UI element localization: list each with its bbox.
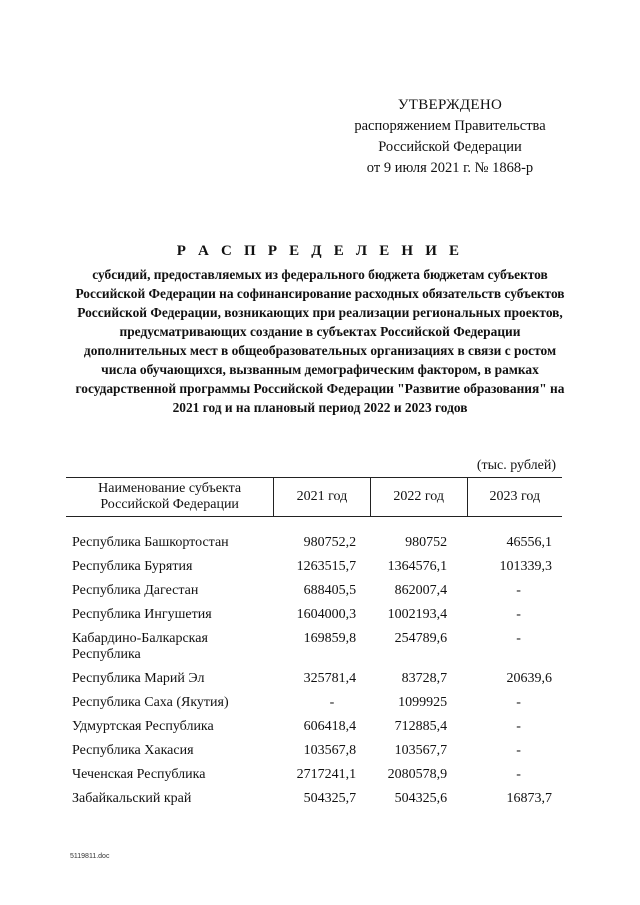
cell-2021: 325781,4 bbox=[303, 671, 357, 686]
approval-heading: УТВЕРЖДЕНО bbox=[397, 97, 503, 113]
cell-2023: - bbox=[516, 607, 521, 622]
table-row bbox=[66, 787, 562, 811]
table-row bbox=[66, 715, 562, 739]
distribution-table bbox=[66, 477, 562, 811]
cell-region: Забайкальский край bbox=[72, 791, 192, 806]
cell-2023: 46556,1 bbox=[506, 535, 552, 550]
cell-region: Республика Дагестан bbox=[72, 583, 199, 598]
cell-2021: 103567,8 bbox=[303, 743, 357, 758]
cell-2022: 1364576,1 bbox=[387, 559, 448, 574]
table-header-row bbox=[66, 478, 562, 517]
footer-filename: 5119811.doc bbox=[70, 853, 110, 860]
approval-line-2: Российской Федерации bbox=[378, 139, 522, 155]
cell-region: Республика Саха (Якутия) bbox=[72, 695, 229, 710]
table-spacer bbox=[66, 517, 562, 532]
cell-2023: 16873,7 bbox=[506, 791, 552, 806]
cell-2023: 20639,6 bbox=[506, 671, 552, 686]
table-row bbox=[66, 691, 562, 715]
document-title: Р А С П Р Е Д Е Л Е Н И Е bbox=[176, 243, 464, 259]
cell-2022: 103567,7 bbox=[394, 743, 448, 758]
cell-2021: - bbox=[329, 695, 335, 710]
cell-2022: 1002193,4 bbox=[387, 607, 448, 622]
cell-region: Кабардино-Балкарская Республика bbox=[72, 631, 208, 662]
table-row bbox=[66, 579, 562, 603]
cell-2023: - bbox=[516, 767, 521, 782]
cell-2022: 504325,6 bbox=[394, 791, 448, 806]
cell-2021: 1263515,7 bbox=[296, 559, 357, 574]
cell-2022: 83728,7 bbox=[401, 671, 448, 686]
cell-region: Удмуртская Республика bbox=[72, 719, 214, 734]
cell-2023: - bbox=[516, 719, 521, 734]
table-row bbox=[66, 763, 562, 787]
cell-2023: - bbox=[516, 695, 521, 710]
approval-stamp bbox=[330, 95, 570, 179]
cell-2022: 2080578,9 bbox=[387, 767, 448, 782]
cell-region: Чеченская Республика bbox=[72, 767, 206, 782]
header-2023: 2023 год bbox=[467, 478, 562, 517]
cell-2021: 980752,2 bbox=[303, 535, 357, 550]
cell-2022: 254789,6 bbox=[394, 631, 448, 646]
cell-region: Республика Ингушетия bbox=[72, 607, 212, 622]
cell-2022: 1099925 bbox=[398, 695, 448, 710]
cell-2023: - bbox=[516, 583, 521, 598]
table-row bbox=[66, 739, 562, 763]
units-label: (тыс. рублей) bbox=[476, 458, 556, 473]
cell-2023: - bbox=[516, 631, 521, 646]
cell-2022: 862007,4 bbox=[394, 583, 448, 598]
table-row bbox=[66, 555, 562, 579]
cell-2023: 101339,3 bbox=[499, 559, 552, 574]
cell-region: Республика Хакасия bbox=[72, 743, 194, 758]
cell-2022: 712885,4 bbox=[394, 719, 448, 734]
cell-2022: 980752 bbox=[405, 535, 448, 550]
table-row bbox=[66, 603, 562, 627]
cell-2021: 1604000,3 bbox=[296, 607, 357, 622]
table-row bbox=[66, 667, 562, 691]
approval-line-1: распоряжением Правительства bbox=[354, 118, 546, 134]
cell-2021: 2717241,1 bbox=[296, 767, 357, 782]
table-row bbox=[66, 627, 562, 667]
cell-region: Республика Бурятия bbox=[72, 559, 193, 574]
cell-2021: 606418,4 bbox=[303, 719, 357, 734]
header-2022: 2022 год bbox=[370, 478, 467, 517]
table-body bbox=[66, 517, 562, 812]
document-subtitle: субсидий, предоставляемых из федерального бюджета бюджетам субъектов Российской Федерации на софинансирование расходных обязательств субъектов Российской Федерации, возникающих при реализации региональных проектов, предусматривающих создание в субъектах Российской Федерации дополнительных мест в общеобразовательных организациях в связи с ростом числа обучающихся, вызванным демографическим фактором, в рамках государственной программы Российской Федерации "Развитие образования" на 2021 год и на плановый период 2022 и 2023 годов bbox=[75, 267, 565, 415]
header-2021: 2021 год bbox=[274, 478, 370, 517]
cell-2021: 688405,5 bbox=[303, 583, 357, 598]
cell-region: Республика Башкортостан bbox=[72, 535, 229, 550]
cell-2023: - bbox=[516, 743, 521, 758]
spacer-cell bbox=[66, 517, 562, 532]
header-region: Наименование субъекта Российской Федерации bbox=[66, 478, 274, 517]
cell-2021: 504325,7 bbox=[303, 791, 357, 806]
table-row bbox=[66, 531, 562, 555]
cell-region: Республика Марий Эл bbox=[72, 671, 205, 686]
approval-line-3: от 9 июля 2021 г. № 1868-р bbox=[366, 160, 534, 176]
cell-2021: 169859,8 bbox=[303, 631, 357, 646]
